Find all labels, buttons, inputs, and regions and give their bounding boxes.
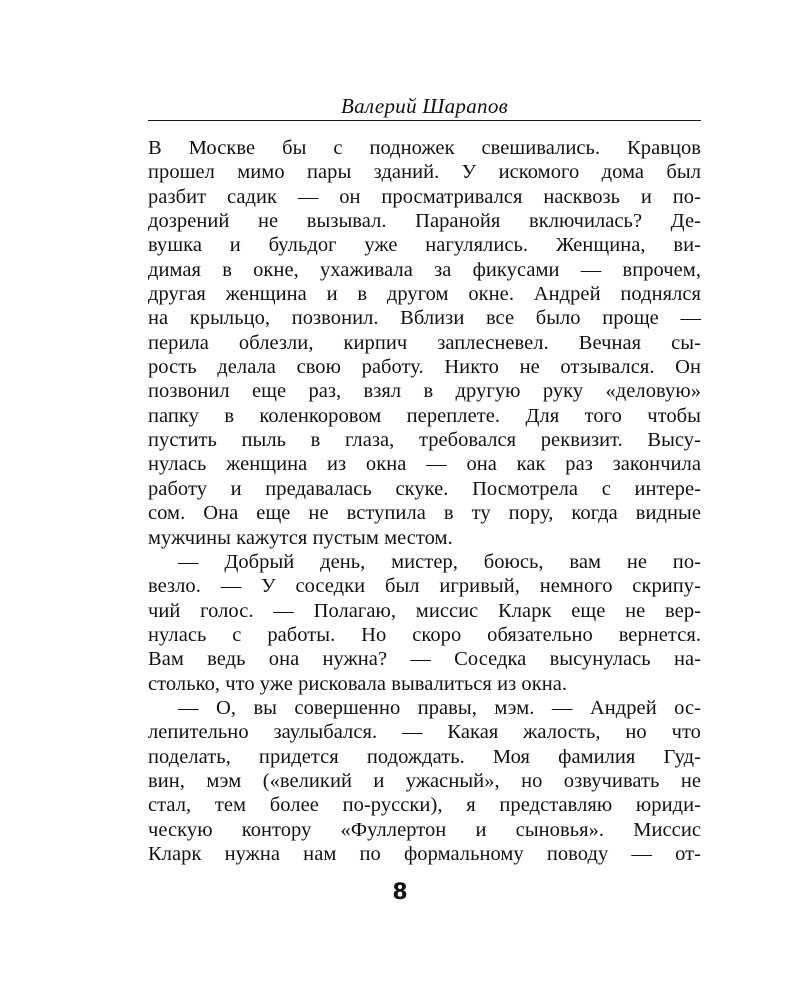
text-line: лепительно заулыбался. — Какая жалость, но что — [148, 721, 701, 744]
text-line: позвонил еще раз, взял в другую руку «деловую» — [148, 380, 701, 403]
text-line: чий голос. — Полагаю, миссис Кларк еще не вер- — [148, 599, 701, 622]
text-line: ческую контору «Фуллертон и сыновья». Миссис — [148, 818, 701, 841]
text-line: дозрений не вызывал. Паранойя включилась? Де- — [148, 210, 701, 233]
running-header — [148, 90, 701, 121]
text-line: сом. Она еще не вступила в ту пору, когда видные — [148, 502, 701, 525]
text-line: везло. — У соседки был игривый, немного скрипу- — [148, 575, 701, 598]
page-number: 8 — [392, 880, 408, 905]
text-line: — Добрый день, мистер, боюсь, вам не по- — [178, 550, 701, 573]
body-text — [148, 136, 701, 866]
text-line: В Москве бы с подножек свешивались. Кравцов — [148, 137, 701, 159]
author-name: Валерий Шарапов — [340, 94, 509, 118]
text-line: вушка и бульдог уже нагулялись. Женщина, ви- — [148, 234, 701, 257]
text-line: на крыльцо, позвонил. Вблизи все было проще — — [148, 307, 701, 330]
text-line: стал, тем более по-русски), я представляю юриди- — [148, 794, 701, 817]
text-line: мужчины кажутся пустым местом. — [148, 526, 453, 549]
text-line: рость делала свою работу. Никто не отзывался. Он — [148, 356, 701, 379]
text-line: другая женщина и в другом окне. Андрей поднялся — [148, 283, 701, 306]
text-line: папку в коленкоровом переплете. Для того чтобы — [148, 404, 701, 427]
text-line: Кларк нужна нам по формальному поводу — от- — [148, 842, 701, 865]
text-line: нулась с работы. Но скоро обязательно вернется. — [148, 623, 701, 646]
text-line: прошел мимо пары зданий. У искомого дома был — [148, 161, 701, 184]
text-line: поделать, придется подождать. Моя фамилия Гуд- — [148, 745, 701, 768]
text-line: вин, мэм («великий и ужасный», но озвучивать не — [148, 769, 701, 792]
text-line: нулась женщина из окна — она как раз закончила — [148, 453, 701, 476]
text-line: столько, что уже рисковала вывалиться из окна. — [148, 672, 568, 695]
text-line: пустить пыль в глаза, требовался реквизит. Высу- — [148, 429, 701, 452]
text-line: димая в окне, ухаживала за фикусами — впрочем, — [148, 258, 701, 281]
text-line: — О, вы совершенно правы, мэм. — Андрей ос- — [178, 696, 701, 719]
text-line: работу и предавалась скуке. Посмотрела с интере- — [148, 477, 701, 500]
text-line: разбит садик — он просматривался насквозь и по- — [148, 185, 701, 208]
text-line: перила облезли, кирпич заплесневел. Вечная сы- — [148, 331, 701, 354]
text-line: Вам ведь она нужна? — Соседка высунулась на- — [148, 648, 701, 671]
